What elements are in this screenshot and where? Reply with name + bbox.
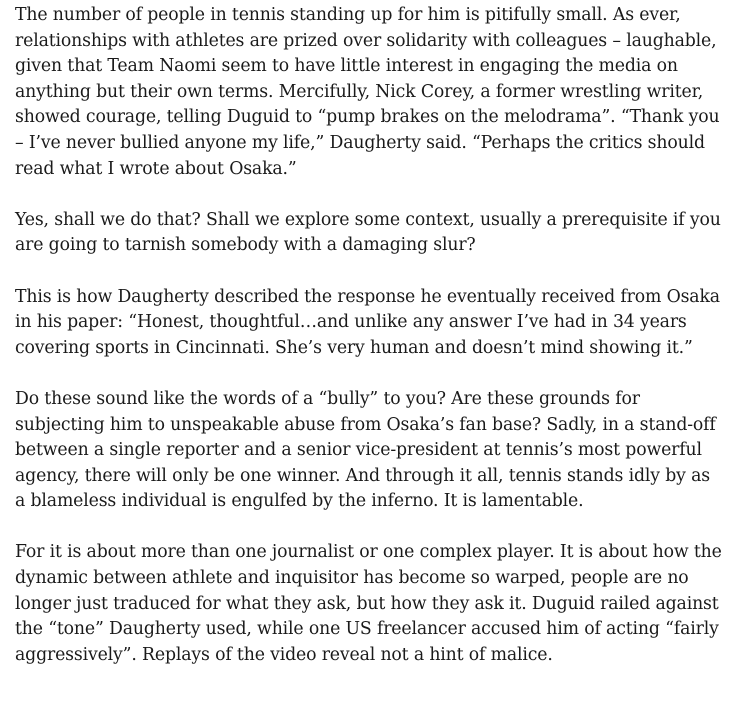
article-paragraph: For it is about more than one journalist or one complex player. It is about how the dynamic between athlete and inquisitor has become so warped, people are no longer just traduced for what they ask, but how they ask it. Duguid railed against the “tone” Daugherty used, while one US freelancer accused him of acting “fairly aggressively”. Replays of the video reveal not a hint of malice. <box>15 542 722 665</box>
article-paragraph: Yes, shall we do that? Shall we explore some context, usually a prerequisite if you are going to tarnish somebody with a damaging slur? <box>15 209 721 256</box>
article-paragraph: The number of people in tennis standing up for him is pitifully small. As ever, relationships with athletes are prized over solidarity with colleagues – laughable, given that Team Naomi seem to have little interest in engaging the media on anything but their own terms. Mercifully, Nick Corey, a former wrestling writer, showed courage, telling Duguid to “pump brakes on the melodrama”. “Thank you – I’ve never bullied anyone my life,” Daugherty said. “Perhaps the critics should read what I wrote about Osaka.” <box>15 5 720 179</box>
article-paragraph: This is how Daugherty described the response he eventually received from Osaka in his paper: “Honest, thoughtful…and unlike any answer I’ve had in 34 years covering sports in Cincinnati. She’s very human and doesn’t mind showing it.” <box>15 286 720 358</box>
article-paragraph: Do these sound like the words of a “bully” to you? Are these grounds for subjecting him to unspeakable abuse from Osaka’s fan base? Sadly, in a stand-off between a single reporter and a senior vice-president at tennis’s most powerful agency, there will only be one winner. And through it all, tennis stands idly by as a blameless individual is engulfed by the inferno. It is lamentable. <box>15 388 716 512</box>
